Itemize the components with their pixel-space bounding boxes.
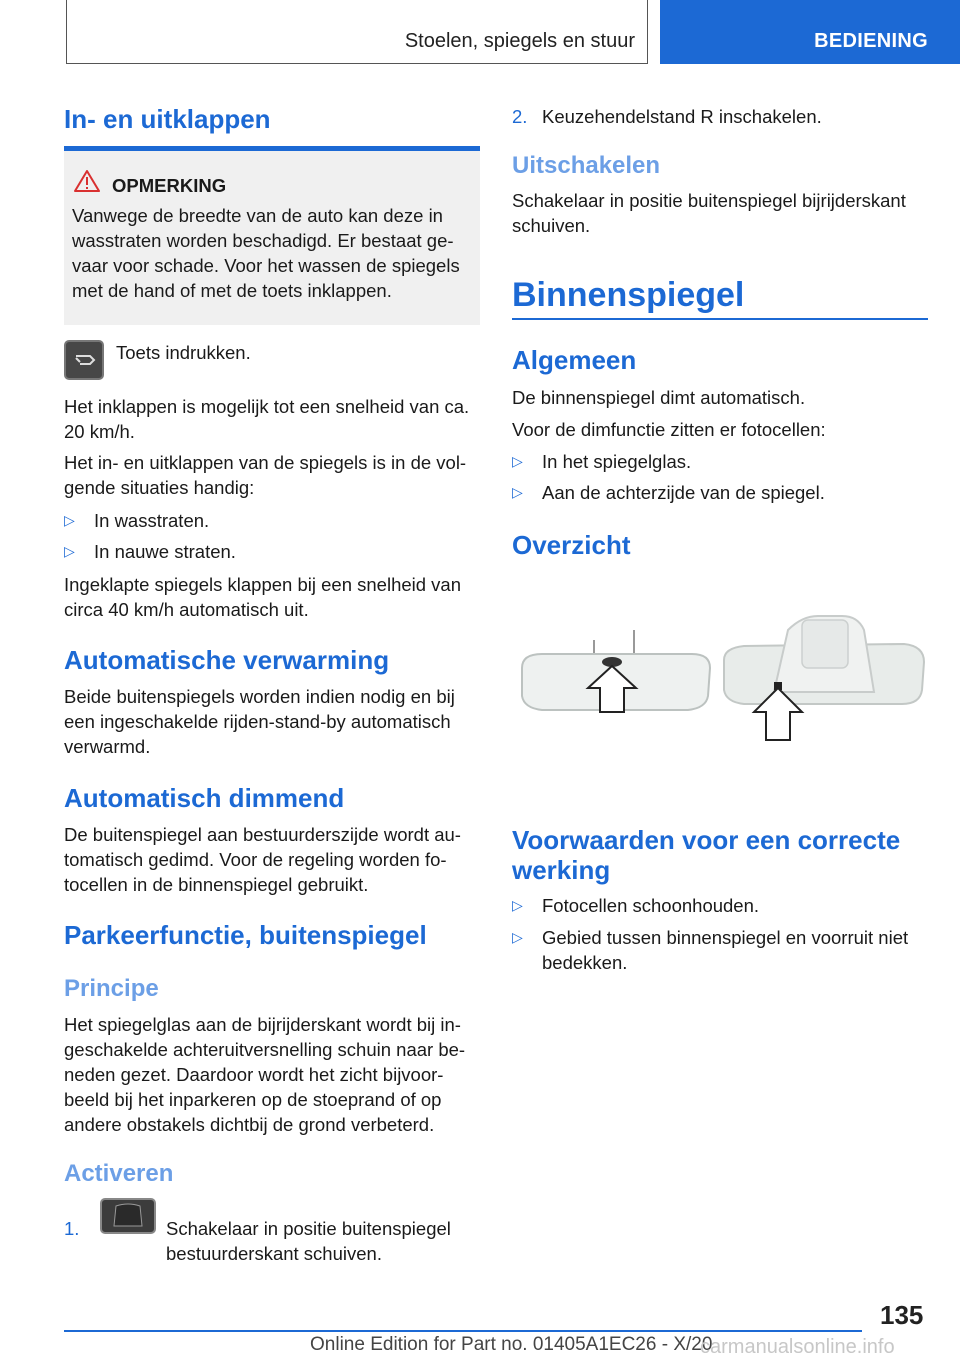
- paragraph-general: De binnenspiegel dimt automatisch.: [512, 387, 806, 408]
- paragraph-photocells: Voor de dimfunctie zitten er fotocellen:: [512, 419, 826, 440]
- bullet-triangle-icon: ▷: [512, 929, 523, 945]
- mirror-switch-icon: [100, 1198, 156, 1234]
- step-number: 1.: [64, 1218, 80, 1239]
- step-number: 2.: [512, 106, 528, 127]
- footer-edition: Online Edition for Part no. 01405A1EC26 - X/20: [310, 1334, 713, 1355]
- section-title: Stoelen, spiegels en stuur: [404, 30, 635, 52]
- heading-parking: Parkeerfunctie, buitenspiegel: [64, 920, 427, 950]
- heading-dimming: Automatisch dimmend: [64, 783, 345, 813]
- footer-rule: [64, 1330, 862, 1332]
- paragraph-principle: Het spiegelglas aan de bijrijderskant wordt bij in-geschakelde achteruitversnelling schuin naar be-neden gezet. Daardoor wordt het zicht bijvoor-beeld bij het inparkeren op de stoeprand of op andere obstakels dichtbij de grond verbeterd.: [64, 1014, 466, 1135]
- step1-text-first: Schakelaar in positie buitenspiegel bestuurderskant schuiven.: [166, 1218, 451, 1264]
- warning-triangle-icon: [74, 169, 100, 193]
- mirror-fold-button-icon: [64, 340, 104, 380]
- paragraph-speed: Het inklappen is mogelijk tot een snelheid van ca. 20 km/h.: [64, 396, 470, 442]
- heading-rule: [512, 318, 928, 320]
- chapter-title: BEDIENING: [814, 30, 928, 52]
- heading-activate: Activeren: [64, 1160, 174, 1187]
- interior-mirror-photocell-figure: [512, 600, 930, 780]
- warning-box: [64, 151, 480, 325]
- bullet-triangle-icon: ▷: [512, 897, 523, 913]
- warning-body: Vanwege de breedte van de auto kan deze in wasstraten worden beschadigd. Er bestaat ge-vaar voor schade. Voor het wassen de spiegels met de hand of met de toets inklappen.: [72, 205, 460, 301]
- paragraph-off: Schakelaar in positie buitenspiegel bijrijderskant schuiven.: [512, 190, 906, 236]
- header-chapter-tab: [660, 0, 960, 64]
- paragraph-heating: Beide buitenspiegels worden indien nodig en bij een ingeschakelde rijden-stand-by automatisch verwarmd.: [64, 686, 455, 757]
- heading-overview: Overzicht: [512, 530, 631, 560]
- heading-off: Uitschakelen: [512, 152, 661, 179]
- bullet-triangle-icon: ▷: [512, 484, 523, 500]
- bullet-triangle-icon: ▷: [64, 512, 75, 528]
- page-number: 135: [880, 1300, 924, 1330]
- paragraph-dimming: De buitenspiegel aan bestuurderszijde wordt au-tomatisch gedimd. Voor de regeling worden fo-tocellen in de binnenspiegel gebruikt.: [64, 824, 461, 895]
- key-instruction: Toets indrukken.: [116, 342, 251, 363]
- step2-text: Keuzehendelstand R inschakelen.: [542, 106, 822, 127]
- list-item: ▷ In wasstraten.: [64, 510, 210, 531]
- header-section-box: [66, 0, 648, 64]
- list-item: ▷ Aan de achterzijde van de spiegel.: [512, 482, 825, 503]
- heading-fold: In- en uitklappen: [64, 104, 271, 134]
- list-item: ▷ In het spiegelglas.: [512, 451, 692, 472]
- heading-general: Algemeen: [512, 345, 637, 375]
- bullet-triangle-icon: ▷: [64, 543, 75, 559]
- list-item: ▷ Gebied tussen binnenspiegel en voorruit niet bedekken.: [512, 927, 909, 973]
- bullet-triangle-icon: ▷: [512, 453, 523, 469]
- paragraph-situations: Het in- en uitklappen van de spiegels is in de vol-gende situaties handig:: [64, 452, 467, 498]
- heading-interior-mirror: Binnenspiegel: [512, 276, 745, 314]
- warning-title: OPMERKING: [112, 175, 227, 196]
- heading-conditions: Voorwaarden voor een correcte werking: [512, 825, 901, 885]
- watermark: carmanualsonline.info: [700, 1336, 895, 1358]
- heading-heating: Automatische verwarming: [64, 645, 390, 675]
- list-item: ▷ In nauwe straten.: [64, 541, 236, 562]
- list-item: ▷ Fotocellen schoonhouden.: [512, 895, 760, 916]
- heading-principle: Principe: [64, 975, 159, 1002]
- paragraph-unfold: Ingeklapte spiegels klappen bij een snelheid van circa 40 km/h automatisch uit.: [64, 574, 462, 620]
